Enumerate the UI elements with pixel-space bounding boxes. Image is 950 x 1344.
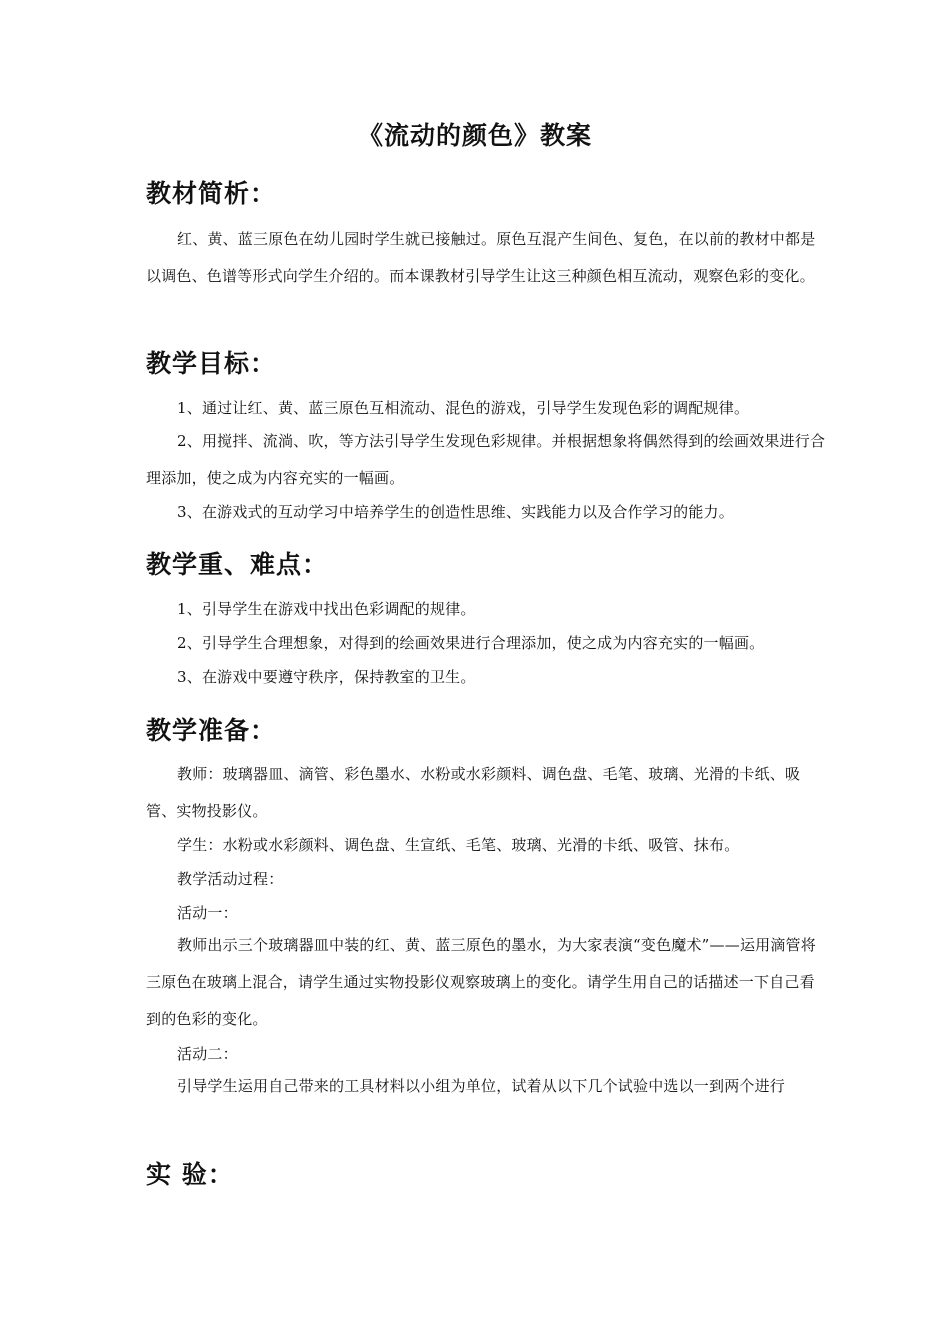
document-title: 《流动的颜色》教案 [357,121,592,150]
activity-1-text: 教师出示三个玻璃器皿中装的红、黄、蓝三原色的墨水，为大家表演“变色魔术”——运用滴管将三原色在玻璃上混合，请学生通过实物投影仪观察玻璃上的变化。请学生用自己的话描述一下自己看到的色彩的变化。 [146,936,816,1028]
activity-1-label: 活动一： [177,904,238,922]
process-label: 教学活动过程： [177,870,284,888]
experiment-heading: 实 验： [146,1160,234,1189]
analysis-heading: 教材简析： [146,179,277,208]
teacher-materials: 教师：玻璃器皿、滴管、彩色墨水、水粉或水彩颜料、调色盘、毛笔、玻璃、光滑的卡纸、吸管、实物投影仪。 [146,765,801,820]
preparation-heading: 教学准备： [146,716,277,745]
key-points-heading: 教学重、难点： [146,550,329,579]
goals-heading: 教学目标： [146,349,277,378]
goal-item-3: 3、在游戏式的互动学习中培养学生的创造性思维、实践能力以及合作学习的能力。 [177,503,734,521]
key-point-item-2: 2、引导学生合理想象，对得到的绘画效果进行合理添加，使之成为内容充实的一幅画。 [177,634,765,652]
key-point-item-3: 3、在游戏中要遵守秩序，保持教室的卫生。 [177,668,476,686]
activity-2-text: 引导学生运用自己带来的工具材料以小组为单位，试着从以下几个试验中选以一到两个进行 [177,1077,786,1095]
student-materials: 学生：水粉或水彩颜料、调色盘、生宣纸、毛笔、玻璃、光滑的卡纸、吸管、抹布。 [177,836,740,854]
goal-item-1: 1、通过让红、黄、蓝三原色互相流动、混色的游戏，引导学生发现色彩的调配规律。 [177,399,750,417]
goal-item-2: 2、用搅拌、流淌、吹，等方法引导学生发现色彩规律。并根据想象将偶然得到的绘画效果进行合理添加，使之成为内容充实的一幅画。 [146,432,826,487]
activity-2-label: 活动二： [177,1045,238,1063]
analysis-paragraph: 红、黄、蓝三原色在幼儿园时学生就已接触过。原色互混产生间色、复色，在以前的教材中都是以调色、色谱等形式向学生介绍的。而本课教材引导学生让这三种颜色相互流动，观察色彩的变化。 [146,230,816,285]
key-point-item-1: 1、引导学生在游戏中找出色彩调配的规律。 [177,600,476,618]
